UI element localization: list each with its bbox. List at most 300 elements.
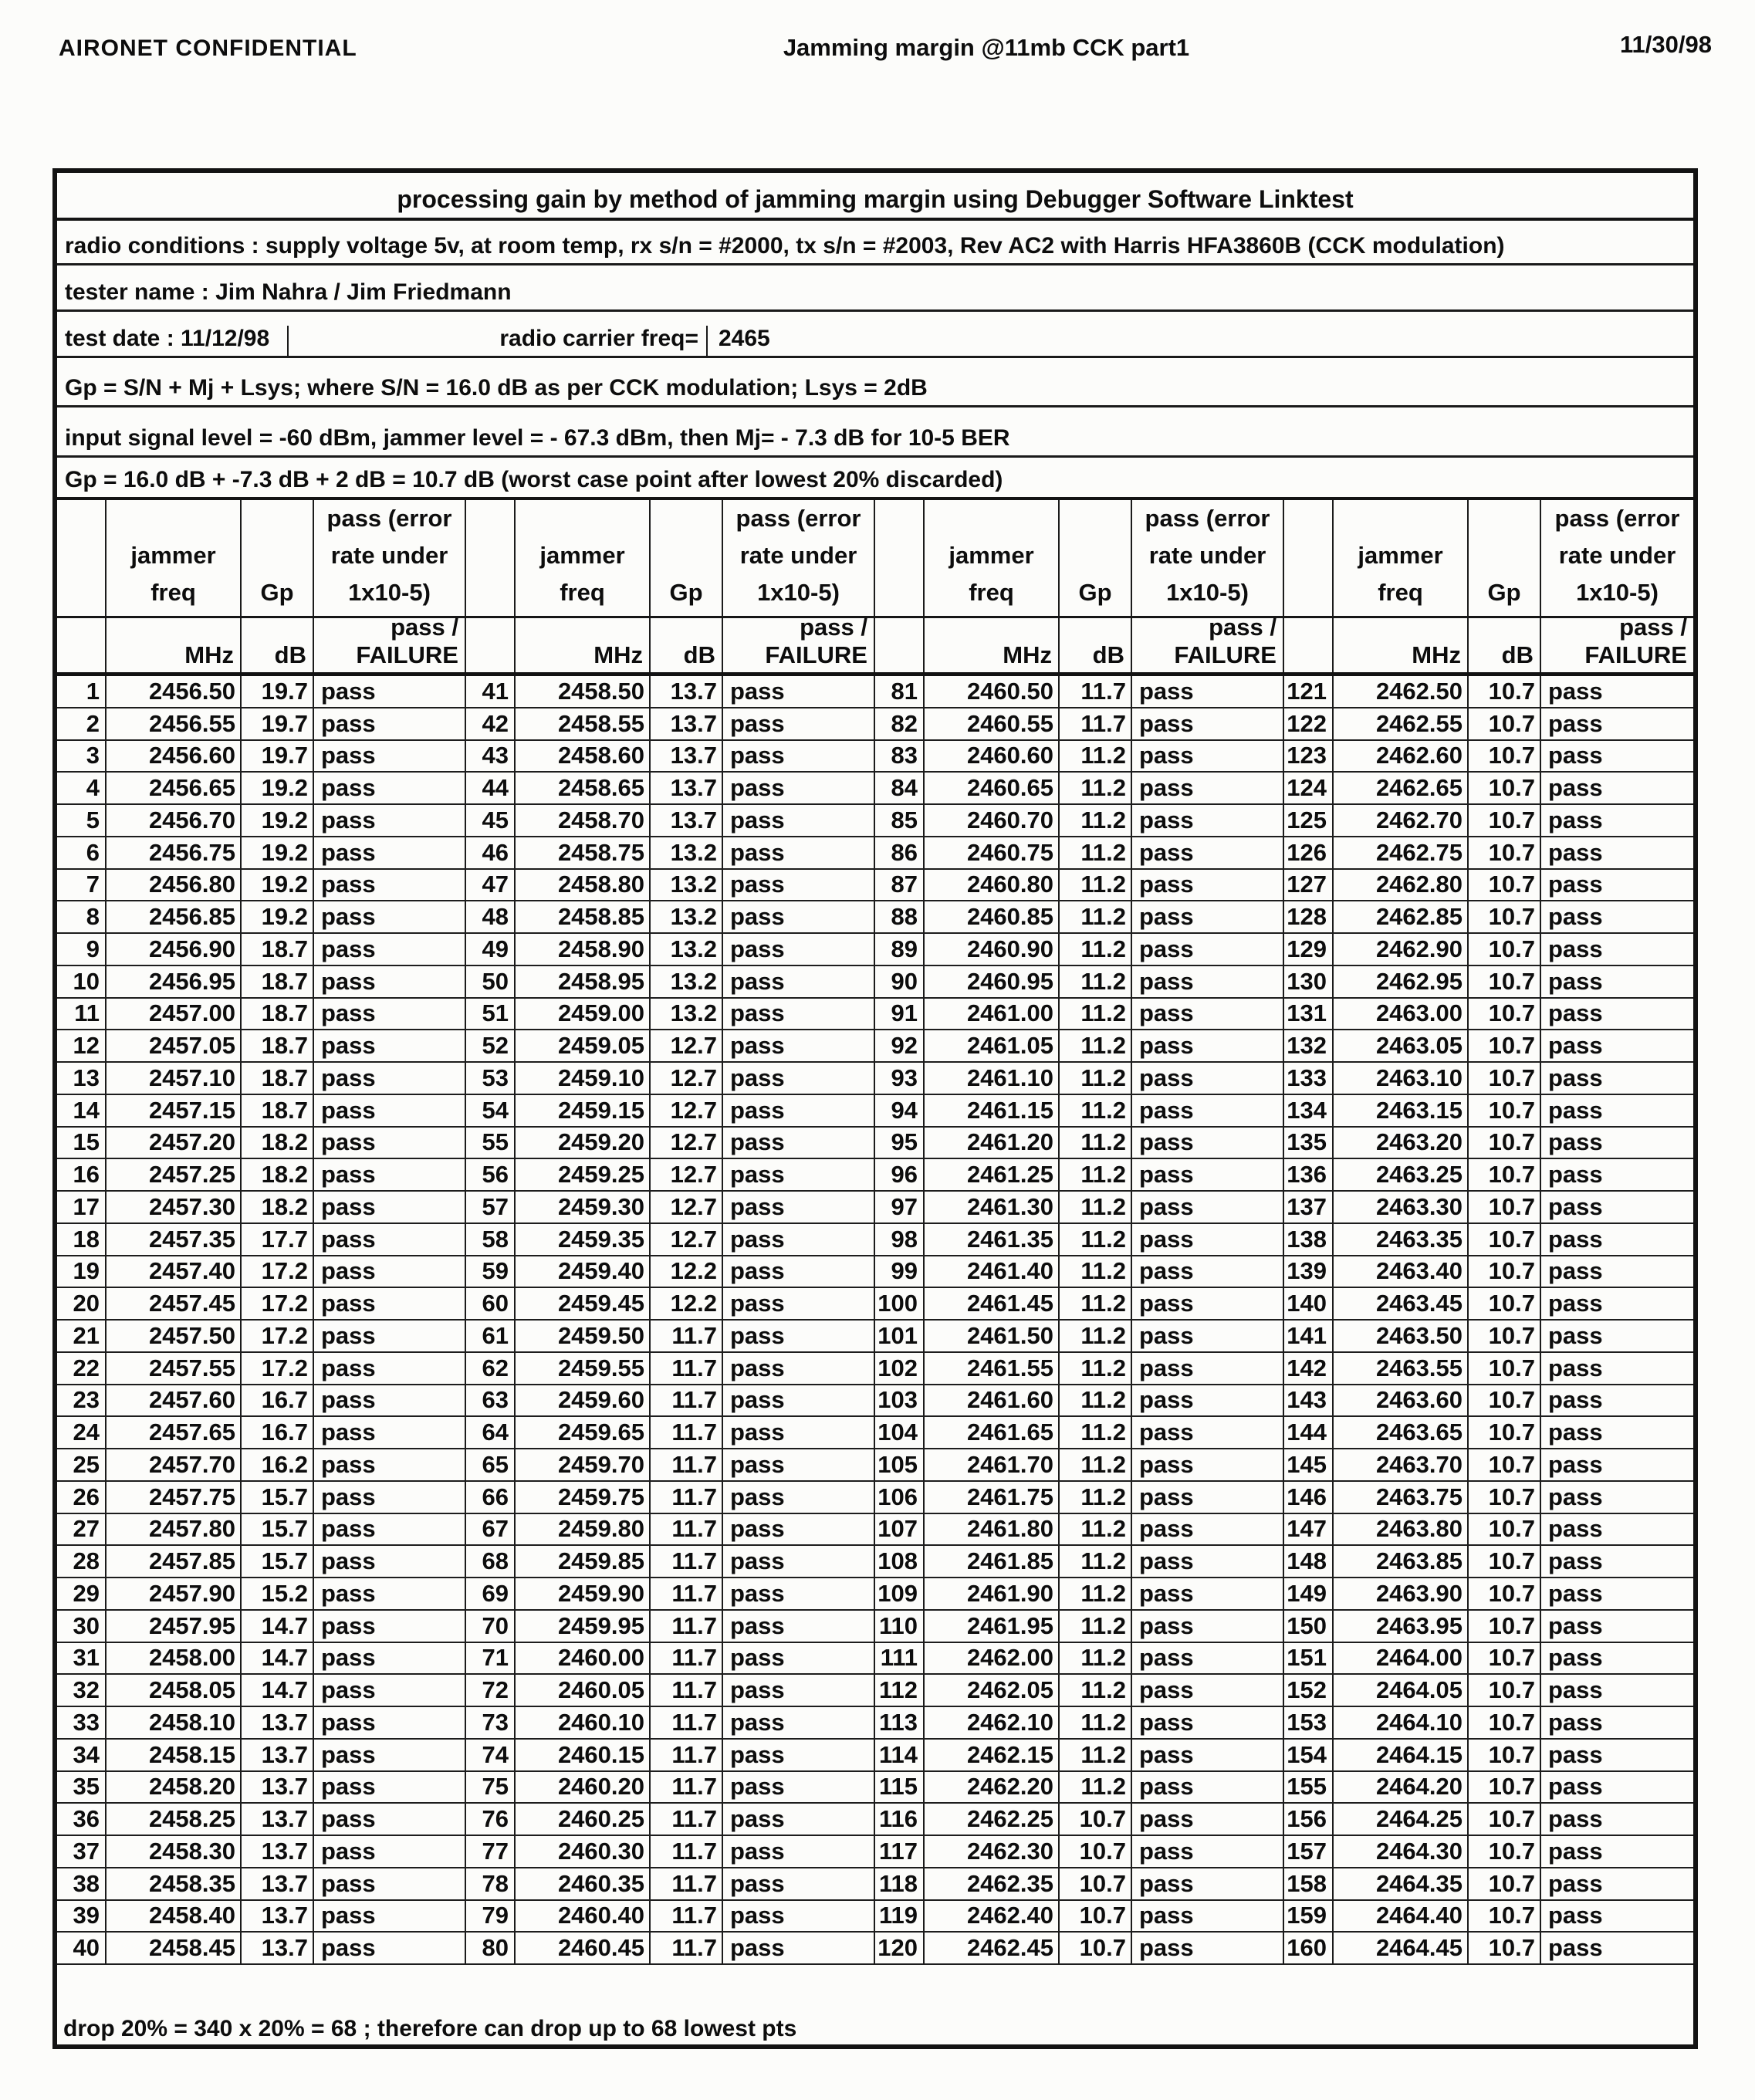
row-number: 97 — [875, 1192, 925, 1222]
gp-value: 11.2 — [1060, 1514, 1132, 1545]
result: pass — [1139, 1161, 1194, 1189]
result: pass — [1139, 677, 1194, 705]
result: pass — [321, 1902, 376, 1929]
result-group — [57, 1256, 466, 1287]
gp-value: 11.2 — [1060, 1417, 1132, 1448]
table-row — [57, 1804, 1693, 1836]
jammer-freq: 2461.10 — [925, 1063, 1060, 1094]
pass-label-3: 1x10-5) — [348, 579, 431, 606]
result: pass — [1139, 1837, 1194, 1865]
gp-value: 12.7 — [651, 1063, 723, 1094]
row-number: 104 — [875, 1417, 925, 1448]
result-group — [875, 1385, 1284, 1416]
jammer-freq: 2460.20 — [516, 1772, 651, 1803]
gp-value: 13.7 — [242, 1933, 314, 1963]
jammer-freq: 2458.75 — [516, 837, 651, 868]
gp-value: 10.7 — [1469, 837, 1541, 868]
jammer-freq: 2460.85 — [925, 901, 1060, 932]
result: pass — [1139, 999, 1194, 1027]
result-group — [57, 773, 466, 803]
gp-value: 19.7 — [242, 741, 314, 772]
gp-value: 10.7 — [1469, 773, 1541, 803]
row-number: 153 — [1284, 1707, 1334, 1738]
row-number: 21 — [57, 1321, 107, 1351]
row-number: 128 — [1284, 901, 1334, 932]
jammer-freq: 2463.55 — [1334, 1353, 1469, 1384]
table-row — [57, 1707, 1693, 1740]
jammer-freq: 2464.35 — [1334, 1868, 1469, 1899]
table-row — [57, 1159, 1693, 1192]
result: pass — [1139, 1128, 1194, 1156]
gp-value: 10.7 — [1469, 1256, 1541, 1287]
result: pass — [321, 1773, 376, 1801]
result: pass — [1139, 1515, 1194, 1543]
result-group — [57, 1901, 466, 1932]
row-number: 150 — [1284, 1611, 1334, 1642]
db-label: dB — [1092, 641, 1124, 668]
result-group — [1284, 1095, 1693, 1126]
gp-value: 18.2 — [242, 1159, 314, 1190]
jammer-freq: 2459.50 — [516, 1321, 651, 1351]
row-number: 78 — [466, 1868, 516, 1899]
gp-value: 12.2 — [651, 1256, 723, 1287]
row-number: 4 — [57, 773, 107, 803]
row-number: 23 — [57, 1385, 107, 1416]
result: pass — [730, 1740, 785, 1768]
result-group — [57, 741, 466, 772]
row-number: 55 — [466, 1128, 516, 1158]
gp-value: 11.2 — [1060, 773, 1132, 803]
result: pass — [730, 935, 785, 962]
result: pass — [1139, 1579, 1194, 1607]
result-group — [1284, 1804, 1693, 1835]
row-number: 112 — [875, 1675, 925, 1706]
result: pass — [1548, 871, 1603, 898]
result: pass — [1139, 1064, 1194, 1091]
result: pass — [1548, 1579, 1603, 1607]
jammer-freq: 2462.95 — [1334, 966, 1469, 997]
gp-value: 17.2 — [242, 1353, 314, 1384]
result-group — [1284, 1417, 1693, 1448]
gp-value: 10.7 — [1469, 1192, 1541, 1222]
result: pass — [730, 677, 785, 705]
jammer-freq: 2457.90 — [107, 1578, 242, 1609]
row-number: 44 — [466, 773, 516, 803]
gp-value: 11.2 — [1060, 1063, 1132, 1094]
row-number: 26 — [57, 1482, 107, 1513]
gp-value: 13.7 — [651, 741, 723, 772]
jammer-freq: 2464.40 — [1334, 1901, 1469, 1932]
result-group — [466, 1868, 875, 1899]
document-date: 11/30/98 — [1620, 31, 1712, 58]
table-row — [57, 1095, 1693, 1128]
row-number: 41 — [466, 676, 516, 707]
result: pass — [321, 1805, 376, 1833]
table-row — [57, 1772, 1693, 1804]
gp-value: 19.2 — [242, 805, 314, 836]
result-group — [466, 1578, 875, 1609]
table-row — [57, 741, 1693, 773]
result-group — [875, 805, 1284, 836]
row-number-header — [57, 500, 107, 616]
result-group — [466, 870, 875, 901]
result-group — [466, 934, 875, 965]
gp-value: 12.7 — [651, 1192, 723, 1222]
jammer-freq: 2463.05 — [1334, 1030, 1469, 1061]
result-group — [466, 1772, 875, 1803]
row-number: 148 — [1284, 1546, 1334, 1577]
jammer-freq: 2456.50 — [107, 676, 242, 707]
result: pass — [1548, 709, 1603, 737]
row-number: 34 — [57, 1740, 107, 1770]
result-group — [466, 1611, 875, 1642]
row-number: 45 — [466, 805, 516, 836]
jammer-freq: 2457.80 — [107, 1514, 242, 1545]
row-number: 133 — [1284, 1063, 1334, 1094]
row-number: 121 — [1284, 676, 1334, 707]
result-group — [57, 1933, 466, 1963]
jammer-freq: 2459.20 — [516, 1128, 651, 1158]
result: pass — [730, 1579, 785, 1607]
gp-value: 10.7 — [1469, 741, 1541, 772]
result-group — [57, 966, 466, 997]
result-group — [57, 1417, 466, 1448]
result-group — [1284, 1030, 1693, 1061]
row-number-header — [1284, 500, 1334, 616]
result: pass — [321, 1708, 376, 1736]
row-number: 119 — [875, 1901, 925, 1932]
pass-label-2: rate under — [1148, 542, 1266, 569]
carrier-freq-value: 2465 — [719, 326, 770, 351]
jammer-freq: 2459.30 — [516, 1192, 651, 1222]
gp-value: 11.7 — [651, 1449, 723, 1480]
result-group — [57, 1868, 466, 1899]
gp-value: 13.7 — [651, 708, 723, 739]
gp-value: 11.7 — [651, 1707, 723, 1738]
table-row — [57, 1546, 1693, 1578]
result-group — [1284, 1159, 1693, 1190]
gp-value: 13.7 — [242, 1740, 314, 1770]
jammer-label: jammer — [130, 542, 216, 569]
row-number: 57 — [466, 1192, 516, 1222]
row-number: 19 — [57, 1256, 107, 1287]
jammer-freq: 2459.25 — [516, 1159, 651, 1190]
row-number: 108 — [875, 1546, 925, 1577]
result-group — [466, 999, 875, 1030]
result-group — [466, 1159, 875, 1190]
row-number: 103 — [875, 1385, 925, 1416]
result-group — [466, 1836, 875, 1867]
passfail-units — [1132, 614, 1283, 672]
result-group — [875, 1514, 1284, 1545]
row-number: 117 — [875, 1836, 925, 1867]
result: pass — [1548, 1837, 1603, 1865]
table-row — [57, 1868, 1693, 1901]
pass-header — [314, 500, 465, 616]
gp-value: 10.7 — [1469, 1449, 1541, 1480]
jammer-freq: 2462.85 — [1334, 901, 1469, 932]
result-group — [57, 1578, 466, 1609]
gp-value: 18.7 — [242, 934, 314, 965]
jammer-freq: 2456.70 — [107, 805, 242, 836]
gp-value: 18.2 — [242, 1192, 314, 1222]
gp-value: 16.2 — [242, 1449, 314, 1480]
gp-value: 11.2 — [1060, 1030, 1132, 1061]
result-group — [875, 870, 1284, 901]
result: pass — [1139, 1290, 1194, 1317]
table-row — [57, 1740, 1693, 1772]
row-number: 154 — [1284, 1740, 1334, 1770]
result: pass — [1139, 742, 1194, 769]
row-number: 3 — [57, 741, 107, 772]
gp-value: 11.7 — [651, 1772, 723, 1803]
gp-formula-line: Gp = S/N + Mj + Lsys; where S/N = 16.0 dB as per CCK modulation; Lsys = 2dB — [57, 358, 1693, 407]
pass-label-2: rate under — [739, 542, 857, 569]
gp-value: 13.7 — [651, 773, 723, 803]
jammer-freq: 2461.70 — [925, 1449, 1060, 1480]
result: pass — [1139, 1805, 1194, 1833]
result: pass — [730, 1032, 785, 1060]
result: pass — [321, 1096, 376, 1124]
result-group — [875, 1482, 1284, 1513]
gp-value: 11.2 — [1060, 1707, 1132, 1738]
result: pass — [321, 1321, 376, 1349]
jammer-freq: 2459.70 — [516, 1449, 651, 1480]
result-group — [466, 1675, 875, 1706]
jammer-freq: 2463.20 — [1334, 1128, 1469, 1158]
result: pass — [730, 1321, 785, 1349]
gp-value: 11.2 — [1060, 805, 1132, 836]
db-label: dB — [1501, 641, 1534, 668]
gp-value: 11.7 — [651, 1675, 723, 1706]
row-number: 56 — [466, 1159, 516, 1190]
result-group — [466, 1030, 875, 1061]
jammer-freq: 2460.45 — [516, 1933, 651, 1963]
gp-value: 11.2 — [1060, 1224, 1132, 1255]
result: pass — [1548, 838, 1603, 866]
gp-value: 10.7 — [1469, 1095, 1541, 1126]
gp-value: 11.7 — [651, 1868, 723, 1899]
jammer-freq: 2462.10 — [925, 1707, 1060, 1738]
jammer-freq: 2458.50 — [516, 676, 651, 707]
result: pass — [730, 1128, 785, 1156]
result-group — [466, 741, 875, 772]
gp-value: 18.7 — [242, 1095, 314, 1126]
row-number-units — [1284, 618, 1334, 672]
row-number: 100 — [875, 1288, 925, 1319]
jammer-freq: 2460.25 — [516, 1804, 651, 1835]
row-number: 130 — [1284, 966, 1334, 997]
gp-value: 10.7 — [1060, 1868, 1132, 1899]
jammer-freq: 2462.00 — [925, 1643, 1060, 1674]
gp-value: 10.7 — [1469, 1740, 1541, 1770]
result-group — [1284, 1288, 1693, 1319]
gp-value: 12.7 — [651, 1095, 723, 1126]
row-number: 39 — [57, 1901, 107, 1932]
gp-value: 12.7 — [651, 1128, 723, 1158]
jammer-freq: 2462.55 — [1334, 708, 1469, 739]
result: pass — [1139, 1869, 1194, 1897]
row-number: 95 — [875, 1128, 925, 1158]
row-number: 156 — [1284, 1804, 1334, 1835]
result: pass — [730, 1354, 785, 1381]
jammer-freq: 2464.15 — [1334, 1740, 1469, 1770]
passfail-label-2: FAILURE — [356, 641, 458, 668]
row-number: 14 — [57, 1095, 107, 1126]
result-group — [875, 1901, 1284, 1932]
table-row — [57, 1578, 1693, 1611]
result: pass — [321, 1032, 376, 1060]
table-header-row-2 — [57, 614, 1693, 676]
mhz-label: MHz — [593, 641, 643, 668]
jammer-freq: 2457.70 — [107, 1449, 242, 1480]
result: pass — [321, 1515, 376, 1543]
gp-value: 11.7 — [651, 1578, 723, 1609]
row-number: 98 — [875, 1224, 925, 1255]
row-number: 132 — [1284, 1030, 1334, 1061]
gp-value: 11.7 — [651, 1353, 723, 1384]
row-number: 86 — [875, 837, 925, 868]
mhz-units — [516, 618, 651, 672]
result-group — [875, 1836, 1284, 1867]
jammer-freq: 2457.55 — [107, 1353, 242, 1384]
gp-value: 11.2 — [1060, 1643, 1132, 1674]
freq-label: freq — [150, 579, 196, 606]
result-group — [466, 966, 875, 997]
result: pass — [730, 1225, 785, 1253]
jammer-freq: 2464.25 — [1334, 1804, 1469, 1835]
row-number: 139 — [1284, 1256, 1334, 1287]
pass-label-1: pass (error — [326, 505, 452, 532]
jammer-freq: 2459.75 — [516, 1482, 651, 1513]
row-number: 76 — [466, 1804, 516, 1835]
gp-value: 11.2 — [1060, 999, 1132, 1030]
result: pass — [730, 1419, 785, 1446]
gp-value: 11.2 — [1060, 1385, 1132, 1416]
result: pass — [1139, 1644, 1194, 1672]
gp-value: 10.7 — [1469, 1643, 1541, 1674]
empty-strip — [57, 1965, 1693, 2019]
result: pass — [1548, 1934, 1603, 1962]
jammer-freq: 2457.35 — [107, 1224, 242, 1255]
result-group — [875, 1707, 1284, 1738]
result-group — [875, 1804, 1284, 1835]
pass-label-1: pass (error — [1554, 505, 1680, 532]
jammer-freq: 2463.15 — [1334, 1095, 1469, 1126]
result-group — [466, 676, 875, 707]
result-group — [1284, 999, 1693, 1030]
result-group — [466, 708, 875, 739]
result: pass — [730, 1483, 785, 1510]
jammer-freq: 2458.40 — [107, 1901, 242, 1932]
result-group — [466, 1514, 875, 1545]
row-number: 37 — [57, 1836, 107, 1867]
row-number: 143 — [1284, 1385, 1334, 1416]
gp-value: 10.7 — [1469, 999, 1541, 1030]
gp-value: 17.7 — [242, 1224, 314, 1255]
gp-value: 17.2 — [242, 1288, 314, 1319]
result-group — [1284, 837, 1693, 868]
row-number: 110 — [875, 1611, 925, 1642]
jammer-freq: 2458.95 — [516, 966, 651, 997]
gp-value: 13.2 — [651, 966, 723, 997]
row-number: 87 — [875, 870, 925, 901]
tester-name-line: tester name : Jim Nahra / Jim Friedmann — [57, 265, 1693, 312]
row-number: 123 — [1284, 741, 1334, 772]
db-units — [1060, 618, 1132, 672]
jammer-freq: 2456.80 — [107, 870, 242, 901]
row-number: 31 — [57, 1643, 107, 1674]
jammer-freq: 2458.25 — [107, 1804, 242, 1835]
result: pass — [730, 1611, 785, 1639]
result: pass — [1139, 1611, 1194, 1639]
table-row — [57, 1643, 1693, 1676]
result: pass — [1139, 1225, 1194, 1253]
jammer-freq: 2460.35 — [516, 1868, 651, 1899]
row-number: 68 — [466, 1546, 516, 1577]
gp-value: 13.2 — [651, 870, 723, 901]
gp-label: Gp — [1078, 579, 1112, 606]
drop-note: drop 20% = 340 x 20% = 68 ; therefore can drop up to 68 lowest pts — [63, 2016, 797, 2041]
result: pass — [1139, 1934, 1194, 1962]
row-number: 138 — [1284, 1224, 1334, 1255]
row-number: 135 — [1284, 1128, 1334, 1158]
row-number: 52 — [466, 1030, 516, 1061]
jammer-freq: 2461.95 — [925, 1611, 1060, 1642]
table-row — [57, 1192, 1693, 1224]
gp-value: 11.7 — [651, 1482, 723, 1513]
gp-value: 13.2 — [651, 901, 723, 932]
row-number-header — [875, 500, 925, 616]
result-group — [466, 1128, 875, 1158]
carrier-freq-label: radio carrier freq= — [289, 326, 708, 356]
table-row — [57, 999, 1693, 1031]
jammer-freq: 2464.05 — [1334, 1675, 1469, 1706]
result: pass — [1548, 1257, 1603, 1285]
gp-value: 11.2 — [1060, 870, 1132, 901]
result-group — [1284, 1321, 1693, 1351]
result: pass — [1548, 1611, 1603, 1639]
jammer-freq: 2458.35 — [107, 1868, 242, 1899]
jammer-freq: 2462.40 — [925, 1901, 1060, 1932]
pass-header — [723, 500, 874, 616]
mhz-label: MHz — [1412, 641, 1461, 668]
gp-value: 10.7 — [1469, 966, 1541, 997]
passfail-label-1: pass / — [800, 614, 867, 641]
jammer-freq: 2461.90 — [925, 1578, 1060, 1609]
result: pass — [730, 1192, 785, 1220]
result-group — [875, 1449, 1284, 1480]
result: pass — [321, 677, 376, 705]
result-group — [875, 741, 1284, 772]
result: pass — [1548, 1225, 1603, 1253]
result-group — [57, 1643, 466, 1674]
result-group — [466, 1740, 875, 1770]
result: pass — [1548, 1161, 1603, 1189]
result-group — [466, 1933, 875, 1963]
result-group — [57, 934, 466, 965]
pass-header — [1132, 500, 1283, 616]
result: pass — [321, 1547, 376, 1575]
result: pass — [730, 1805, 785, 1833]
jammer-freq: 2459.65 — [516, 1417, 651, 1448]
result-group — [1284, 1385, 1693, 1416]
gp-label: Gp — [260, 579, 294, 606]
result: pass — [1139, 1257, 1194, 1285]
row-number: 131 — [1284, 999, 1334, 1030]
table-row — [57, 1385, 1693, 1418]
jammer-freq: 2458.15 — [107, 1740, 242, 1770]
